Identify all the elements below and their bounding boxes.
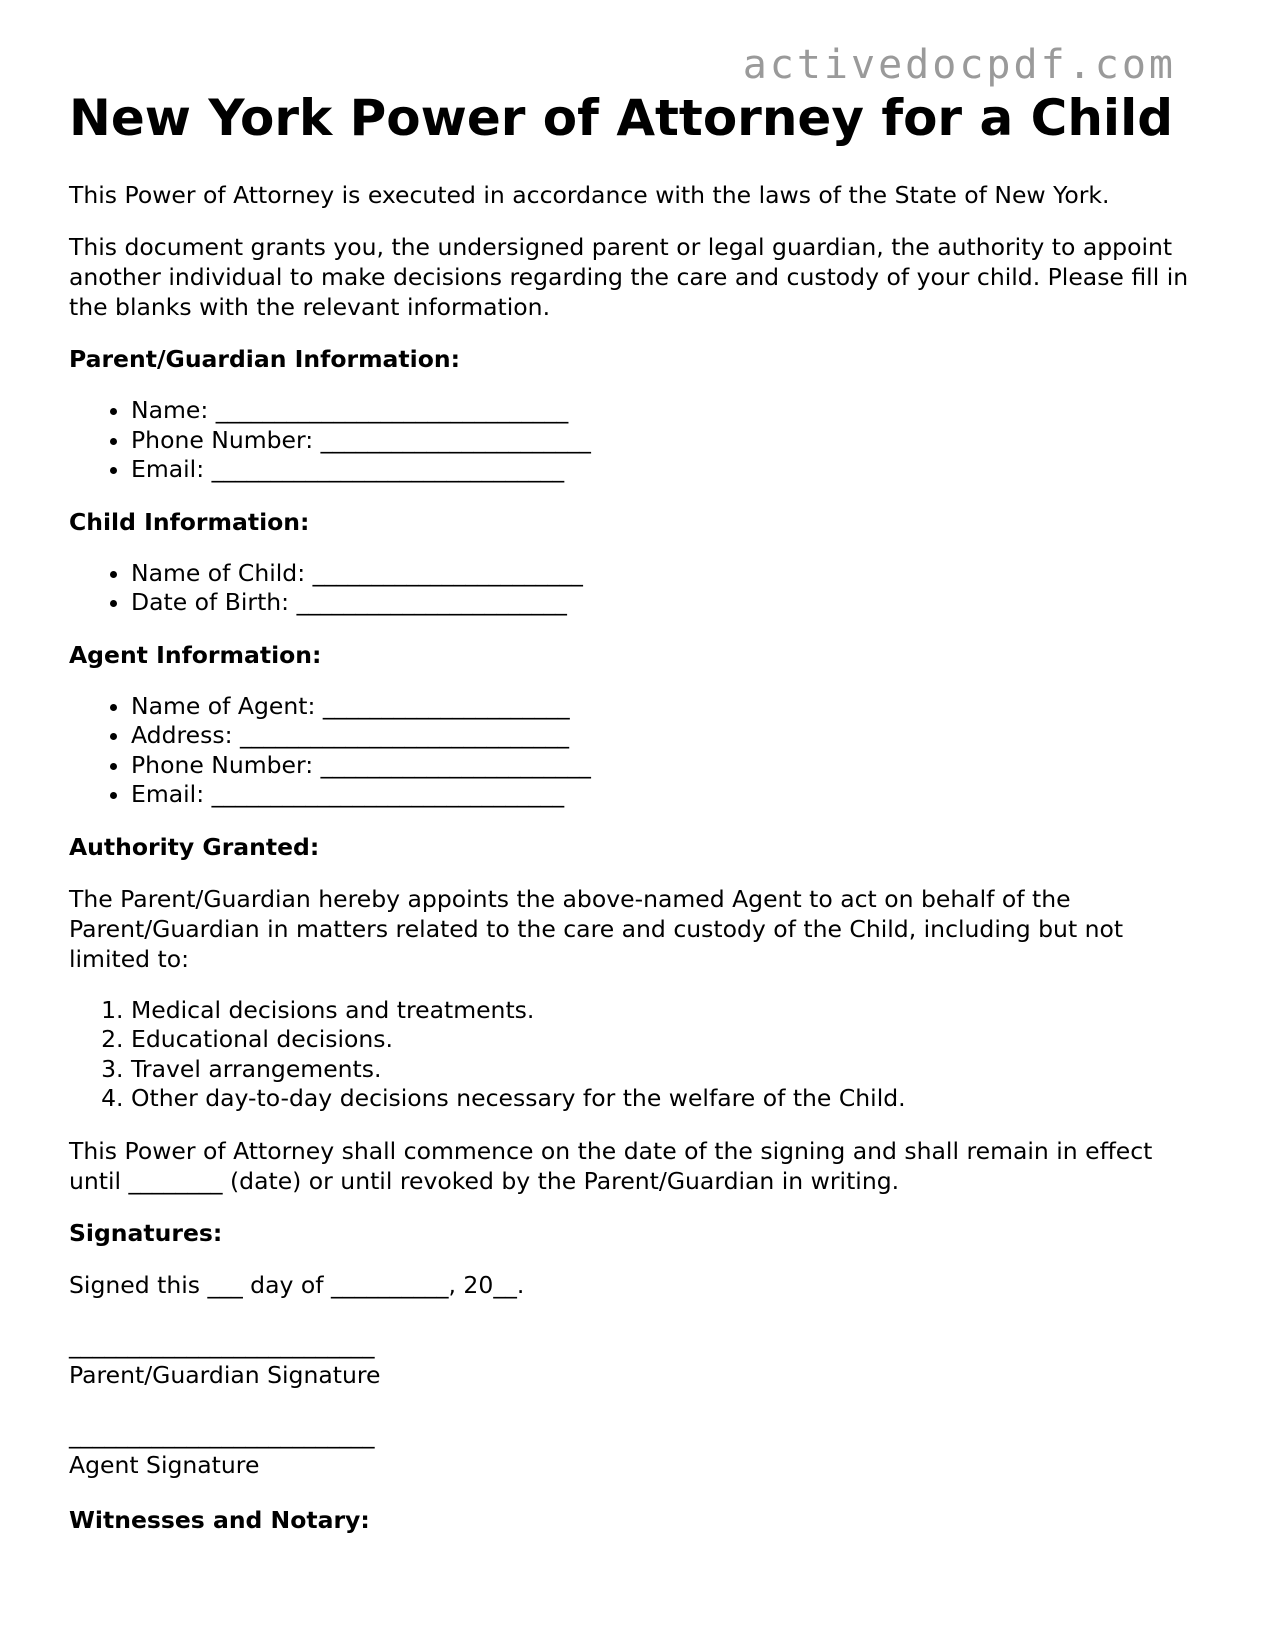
signatures-section-heading: Signatures: (69, 1218, 223, 1247)
authority-item: 2. Educational decisions. (131, 1025, 1209, 1055)
agent-email-field: • Email: ______________________________ (131, 780, 1209, 810)
parent-signature-label: Parent/Guardian Signature (69, 1360, 381, 1389)
authority-section-heading: Authority Granted: (69, 832, 320, 861)
agent-address-field: • Address: ____________________________ (131, 721, 1209, 751)
authority-paragraph: The Parent/Guardian hereby appoints the above-named Agent to act on behalf of the Parent/Guardian in matters related to the care and custody of the Child, including but not limited to: (69, 884, 1124, 973)
authority-item: 3. Travel arrangements. (131, 1055, 1209, 1085)
parent-section-heading: Parent/Guardian Information: (69, 345, 460, 373)
document-title: New York Power of Attorney for a Child (69, 89, 1174, 147)
child-dob-field: • Date of Birth: _______________________ (131, 588, 1209, 618)
parent-signature-block (69, 1330, 1209, 1390)
document-page (69, 88, 1209, 1557)
agent-info-list (69, 692, 1209, 810)
agent-name-field: • Name of Agent: _____________________ (131, 692, 1209, 722)
child-name-field: • Name of Child: _______________________ (131, 559, 1209, 589)
duration-paragraph: This Power of Attorney shall commence on the date of the signing and shall remain in effect until ________ (date) or until revoked by the Parent/Guardian in writing. (69, 1136, 1153, 1195)
authority-list (69, 996, 1209, 1114)
witnesses-section-heading: Witnesses and Notary: (69, 1505, 370, 1534)
intro-paragraph-2: This document grants you, the undersigned parent or legal guardian, the authority to appoint another individual to make decisions regarding the care and custody of your child. Please fill in the blanks with the relevant information. (69, 233, 1189, 321)
authority-item: 1. Medical decisions and treatments. (131, 996, 1209, 1026)
signed-date-line: Signed this ___ day of __________, 20__. (69, 1270, 525, 1299)
intro-paragraph-1: This Power of Attorney is executed in accordance with the laws of the State of New York. (69, 181, 1110, 209)
parent-info-list (69, 396, 1209, 485)
agent-section-heading: Agent Information: (69, 640, 322, 669)
parent-phone-field: • Phone Number: _______________________ (131, 426, 1209, 456)
child-info-list (69, 559, 1209, 618)
agent-signature-label: Agent Signature (69, 1450, 260, 1479)
parent-email-field: • Email: ______________________________ (131, 455, 1209, 485)
agent-phone-field: • Phone Number: _______________________ (131, 751, 1209, 781)
parent-signature-line: __________________________ (69, 1330, 375, 1359)
agent-signature-block (69, 1420, 1209, 1480)
authority-item: 4. Other day-to-day decisions necessary for the welfare of the Child. (131, 1084, 1209, 1114)
child-section-heading: Child Information: (69, 507, 310, 536)
watermark: activedocpdf.com (742, 42, 1176, 88)
parent-name-field: • Name: ______________________________ (131, 396, 1209, 426)
agent-signature-line: __________________________ (69, 1420, 375, 1449)
